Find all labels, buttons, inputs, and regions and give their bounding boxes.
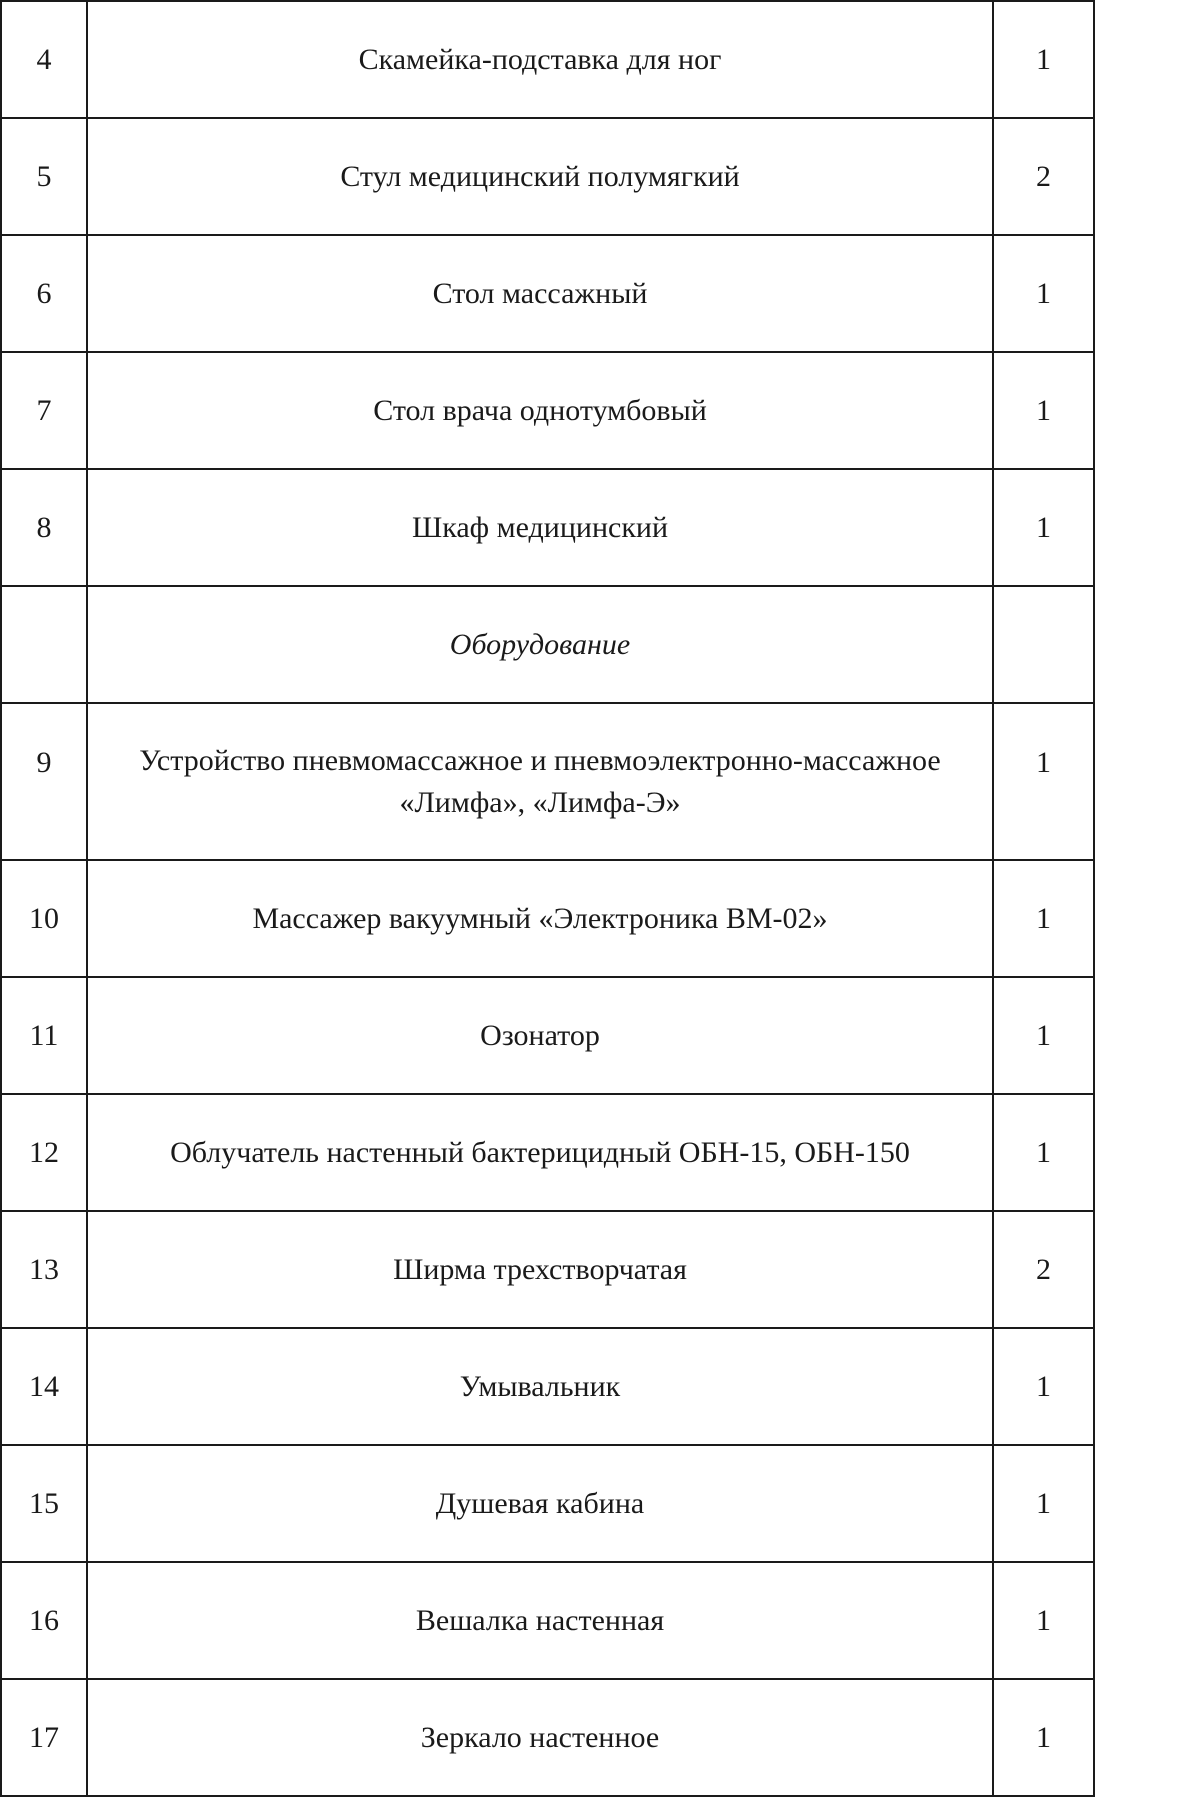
quantity-cell: [993, 586, 1094, 703]
row-number-cell: 9: [1, 703, 87, 860]
row-number-cell: 11: [1, 977, 87, 1094]
item-name-cell: Зеркало настенное: [87, 1679, 993, 1796]
table-row: [1, 1, 1094, 118]
item-name-cell: Скамейка-подставка для ног: [87, 1, 993, 118]
section-row: [1, 586, 1094, 703]
item-name-cell: Вешалка настенная: [87, 1562, 993, 1679]
table-row: [1, 1328, 1094, 1445]
row-number-cell: 15: [1, 1445, 87, 1562]
table-row: [1, 977, 1094, 1094]
quantity-cell: 1: [993, 352, 1094, 469]
equipment-table-body: [1, 1, 1094, 1796]
quantity-cell: 1: [993, 703, 1094, 860]
table-row: [1, 860, 1094, 977]
quantity-cell: 1: [993, 1328, 1094, 1445]
row-number-cell: [1, 586, 87, 703]
quantity-cell: 1: [993, 860, 1094, 977]
quantity-cell: 1: [993, 1445, 1094, 1562]
table-row: [1, 352, 1094, 469]
quantity-cell: 2: [993, 118, 1094, 235]
row-number-cell: 13: [1, 1211, 87, 1328]
row-number-cell: 12: [1, 1094, 87, 1211]
table-row: [1, 1679, 1094, 1796]
quantity-cell: 1: [993, 1094, 1094, 1211]
row-number-cell: 10: [1, 860, 87, 977]
item-name-cell: Душевая кабина: [87, 1445, 993, 1562]
quantity-cell: 1: [993, 977, 1094, 1094]
item-name-cell: Стол массажный: [87, 235, 993, 352]
item-name-cell: Устройство пневмомассажное и пневмоэлектронно-массажное «Лимфа», «Лимфа-Э»: [87, 703, 993, 860]
item-name-cell: Массажер вакуумный «Электроника ВМ-02»: [87, 860, 993, 977]
table-row: [1, 1562, 1094, 1679]
row-number-cell: 7: [1, 352, 87, 469]
item-name-cell: Шкаф медицинский: [87, 469, 993, 586]
section-title-cell: Оборудование: [87, 586, 993, 703]
row-number-cell: 16: [1, 1562, 87, 1679]
table-row: [1, 469, 1094, 586]
item-name-cell: Стул медицинский полумягкий: [87, 118, 993, 235]
item-name-cell: Умывальник: [87, 1328, 993, 1445]
quantity-cell: 1: [993, 1679, 1094, 1796]
row-number-cell: 4: [1, 1, 87, 118]
item-name-cell: Стол врача однотумбовый: [87, 352, 993, 469]
table-row: [1, 118, 1094, 235]
row-number-cell: 17: [1, 1679, 87, 1796]
table-row: [1, 1211, 1094, 1328]
quantity-cell: 1: [993, 235, 1094, 352]
table-row: [1, 1094, 1094, 1211]
item-name-cell: Ширма трехстворчатая: [87, 1211, 993, 1328]
quantity-cell: 1: [993, 469, 1094, 586]
table-row: [1, 235, 1094, 352]
quantity-cell: 1: [993, 1, 1094, 118]
table-row: [1, 1445, 1094, 1562]
row-number-cell: 5: [1, 118, 87, 235]
row-number-cell: 6: [1, 235, 87, 352]
row-number-cell: 14: [1, 1328, 87, 1445]
item-name-cell: Облучатель настенный бактерицидный ОБН-15, ОБН-150: [87, 1094, 993, 1211]
quantity-cell: 2: [993, 1211, 1094, 1328]
item-name-cell: Озонатор: [87, 977, 993, 1094]
row-number-cell: 8: [1, 469, 87, 586]
quantity-cell: 1: [993, 1562, 1094, 1679]
table-row: [1, 703, 1094, 860]
